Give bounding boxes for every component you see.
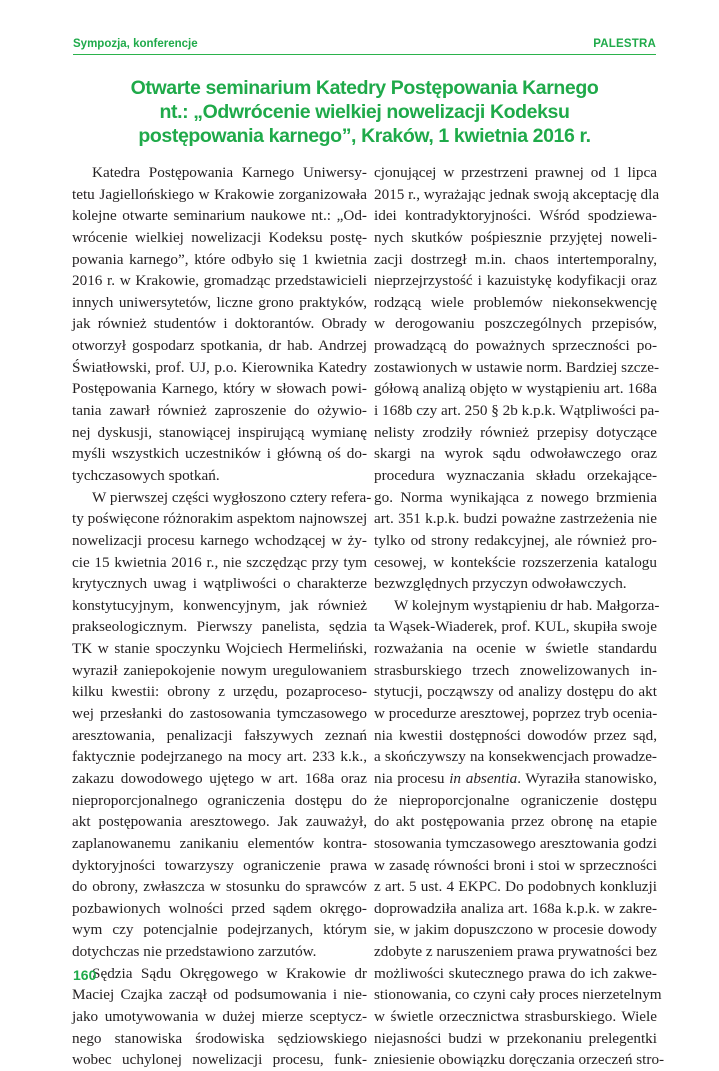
text-line: myśli wszystkich uczestników i główną oś do-	[72, 445, 367, 463]
text-line: tetu Jagiellońskiego w Krakowie zorganizowała	[72, 185, 367, 203]
text-line: sie, w jakim dopuszczono w procesie dowody	[374, 921, 657, 939]
text-line: do akt postępowania przez obronę na etapie	[374, 813, 657, 831]
text-line: otworzył gospodarz spotkania, dr hab. Andrzej	[72, 337, 367, 355]
text-line: w świetle orzecznictwa strasburskiego. Wiele	[374, 1007, 657, 1025]
text-line: tylko od strony redakcyjnej, ale również pro-	[374, 531, 657, 549]
text-line: że nieproporcjonalne ograniczenie dostępu	[374, 791, 657, 809]
text-line: a skończywszy na konsekwencjach prowadze-	[374, 748, 657, 766]
text-line: 2015 r., wyrażając jednak swoją akceptację dla	[374, 185, 660, 203]
page-number: 160	[73, 967, 97, 983]
running-header	[73, 36, 656, 55]
text-line: konstytucyjnym, konwencyjnym, jak również	[72, 596, 367, 614]
text-line: zacji dostrzegł m.in. chaos intertemporalny,	[374, 250, 657, 268]
text-line: rodzącą wiele problemów niekonsekwencję	[374, 293, 657, 311]
text-line: Katedra Postępowania Karnego Uniwersy-	[92, 164, 367, 181]
text-line: wyraził zaniepokojenie nowym uregulowaniem	[72, 661, 367, 679]
text-line: idei kontradyktoryjności. Wśród spodziewa-	[374, 207, 657, 225]
text-line: bezwzględnych przyczyn odwoławczych.	[374, 575, 627, 593]
text-line: cjonującej w przestrzeni prawnej od 1 lipca	[374, 164, 657, 181]
text-line: kolejne otwarte seminarium naukowe nt.: „Od-	[72, 207, 367, 225]
text-line: gółową analizą objęto w wystąpieniu art. 168a	[374, 380, 657, 398]
text-line: nego stanowiska środowiska sędziowskiego	[72, 1029, 367, 1047]
title-line: postępowania karnego”, Kraków, 1 kwietnia 2016 r.	[138, 125, 591, 147]
text-line: nia kwestii dostępności dowodów przez sąd,	[374, 726, 657, 744]
text-line: skargi na wyrok sądu odwoławczego oraz	[374, 445, 657, 463]
text-line: strasburskiego trzech znowelizowanych in-	[374, 661, 657, 679]
text-line: zdobyte z naruszeniem prawa prywatności bez	[374, 943, 657, 961]
text-line: jak również studentów i doktorantów. Obrady	[72, 315, 367, 333]
text-line: prowadzącą do poważnych sprzeczności po-	[374, 337, 657, 355]
text-line: tania zawarł również zaproszenie do ożywio-	[72, 402, 367, 420]
italic-phrase: in absentia	[449, 769, 518, 787]
text-line: zostawionych w ustawie norm. Bardziej szcze-	[374, 358, 660, 376]
journal-name: PALESTRA	[593, 38, 656, 50]
text-line: stytucji, począwszy od analizy dostępu do akt	[374, 683, 657, 701]
text-line: Maciej Czajka zaczął od podsumowania i nie-	[72, 986, 367, 1004]
text-line: aresztowania, penalizacji fałszywych zeznań	[72, 726, 367, 744]
text-line	[374, 768, 657, 790]
text-line: doprowadziła analiza art. 168a k.p.k. w zakre-	[374, 899, 657, 917]
text-line: innych uniwersytetów, liczne grono praktyków,	[72, 293, 367, 311]
title-line: nt.: „Odwrócenie wielkiej nowelizacji Kodeksu	[159, 101, 570, 123]
text-line: ty poświęcone różnorakim aspektom najnowszej	[72, 510, 368, 528]
text-line: kilku kwestii: obrony z urzędu, pozaproceso-	[72, 683, 367, 701]
text-line: procedura wyznaczania składu orzekające-	[374, 466, 657, 484]
text-line: w zasadę równości broni i stoi w sprzeczności	[374, 856, 657, 874]
text-line: i 168b czy art. 250 § 2b k.p.k. Wątpliwości pa-	[374, 402, 660, 420]
text-line: dyktoryjności towarzyszy ograniczenie prawa	[72, 856, 367, 874]
text-fragment: nia procesu	[374, 769, 450, 787]
text-line: wym czy potencjalnie podejrzanych, którym	[72, 921, 367, 939]
text-line: niejasności budzi w przekonaniu prelegentki	[374, 1029, 657, 1047]
text-line: nieprzejrzystość i kazuistykę kodyfikacji oraz	[374, 272, 657, 290]
text-line: prakseologicznym. Pierwszy panelista, sędzia	[72, 618, 367, 636]
text-line: 2016 r. w Krakowie, gromadząc przedstawicieli	[72, 272, 367, 290]
text-line: akt postępowania aresztowego. Jak zauważył,	[72, 813, 367, 831]
text-line: tychczasowych spotkań.	[72, 466, 220, 484]
article-title	[73, 76, 656, 148]
text-line: nieproporcjonalnego ograniczenia dostępu do	[72, 791, 367, 809]
text-line: TK w stanie spoczynku Wojciech Hermeliński,	[72, 640, 367, 658]
text-fragment: . Wyraziła stanowisko,	[517, 769, 657, 787]
text-line: ta Wąsek-Wiaderek, prof. KUL, skupiła swoje	[374, 618, 657, 636]
text-line: cesowej, w kontekście rozszerzenia katalogu	[374, 553, 657, 571]
text-line: z art. 5 ust. 4 EKPC. Do podobnych konkluzji	[374, 878, 657, 896]
right-column	[374, 162, 665, 1071]
text-line: faktycznie podejrzanego na mocy art. 233 k.k.,	[72, 748, 367, 766]
text-line: nowelizacji procesu karnego wchodzącej w ży-	[72, 531, 367, 549]
text-line: nych skutków pośpiesznie przyjętej noweli-	[374, 228, 657, 246]
text-line: rozważania na ocenie w świetle standardu	[374, 640, 657, 658]
text-line: w procedurze aresztowej, poprzez tryb ocenia-	[374, 705, 658, 723]
text-line: wej przesłanki do zastosowania tymczasowego	[72, 705, 367, 723]
text-line: do obrony, zwłaszcza w stosunku do sprawców	[72, 878, 367, 896]
text-line: jako umotywowania w dużej mierze sceptycz-	[72, 1007, 367, 1025]
text-line: krytycznych uwag i wątpliwości o charakterze	[72, 575, 367, 593]
text-line: art. 351 k.p.k. budzi poważne zastrzeżenia nie	[374, 510, 657, 528]
text-line: zakazu dowodowego ujętego w art. 168a oraz	[72, 769, 367, 787]
text-line: pozbawionych wolności przed sądem okręgo-	[72, 899, 367, 917]
text-line: Sędzia Sądu Okręgowego w Krakowie dr	[92, 964, 367, 982]
text-line: Światłowski, prof. UJ, p.o. Kierownika Katedry	[72, 358, 367, 376]
text-line: go. Norma wynikająca z nowego brzmienia	[374, 488, 657, 506]
text-line: stionowania, co czyni cały proces nierzetelnym	[374, 986, 662, 1004]
text-line: Postępowania Karnego, który w słowach powi-	[72, 380, 367, 398]
text-line: nej dyskusji, stanowiącej inspirującą wymianę	[72, 423, 367, 441]
text-line: W pierwszej części wygłoszono cztery refera-	[92, 488, 372, 506]
title-line: Otwarte seminarium Katedry Postępowania Karnego	[130, 77, 599, 99]
text-line: stosowania tymczasowego aresztowania godzi	[374, 834, 657, 852]
text-line: dotychczas nie przedstawiono zarzutów.	[72, 943, 317, 961]
text-line: nelisty zrodziły również przepisy dotyczące	[374, 423, 657, 441]
left-column	[72, 162, 372, 1071]
text-line: zaplanowanemu zanikaniu elementów kontra-	[72, 834, 367, 852]
text-line: cie 15 kwietnia 2016 r., nie szczędząc przy tym	[72, 553, 367, 571]
text-line: w derogowaniu poszczególnych przepisów,	[374, 315, 657, 333]
text-line: powania karnego”, które odbyło się 1 kwietnia	[72, 250, 367, 268]
text-line: zniesienie obowiązku doręczania orzeczeń stro-	[374, 1051, 665, 1069]
text-line: możliwości skutecznego prawa do ich zakwe-	[374, 964, 657, 982]
text-line: wobec uchylonej nowelizacji procesu, funk-	[72, 1051, 367, 1069]
text-line: W kolejnym wystąpieniu dr hab. Małgorza-	[394, 596, 660, 614]
text-line: wrócenie wielkiej nowelizacji Kodeksu postę-	[72, 228, 367, 246]
section-label: Sympozja, konferencje	[73, 38, 198, 50]
